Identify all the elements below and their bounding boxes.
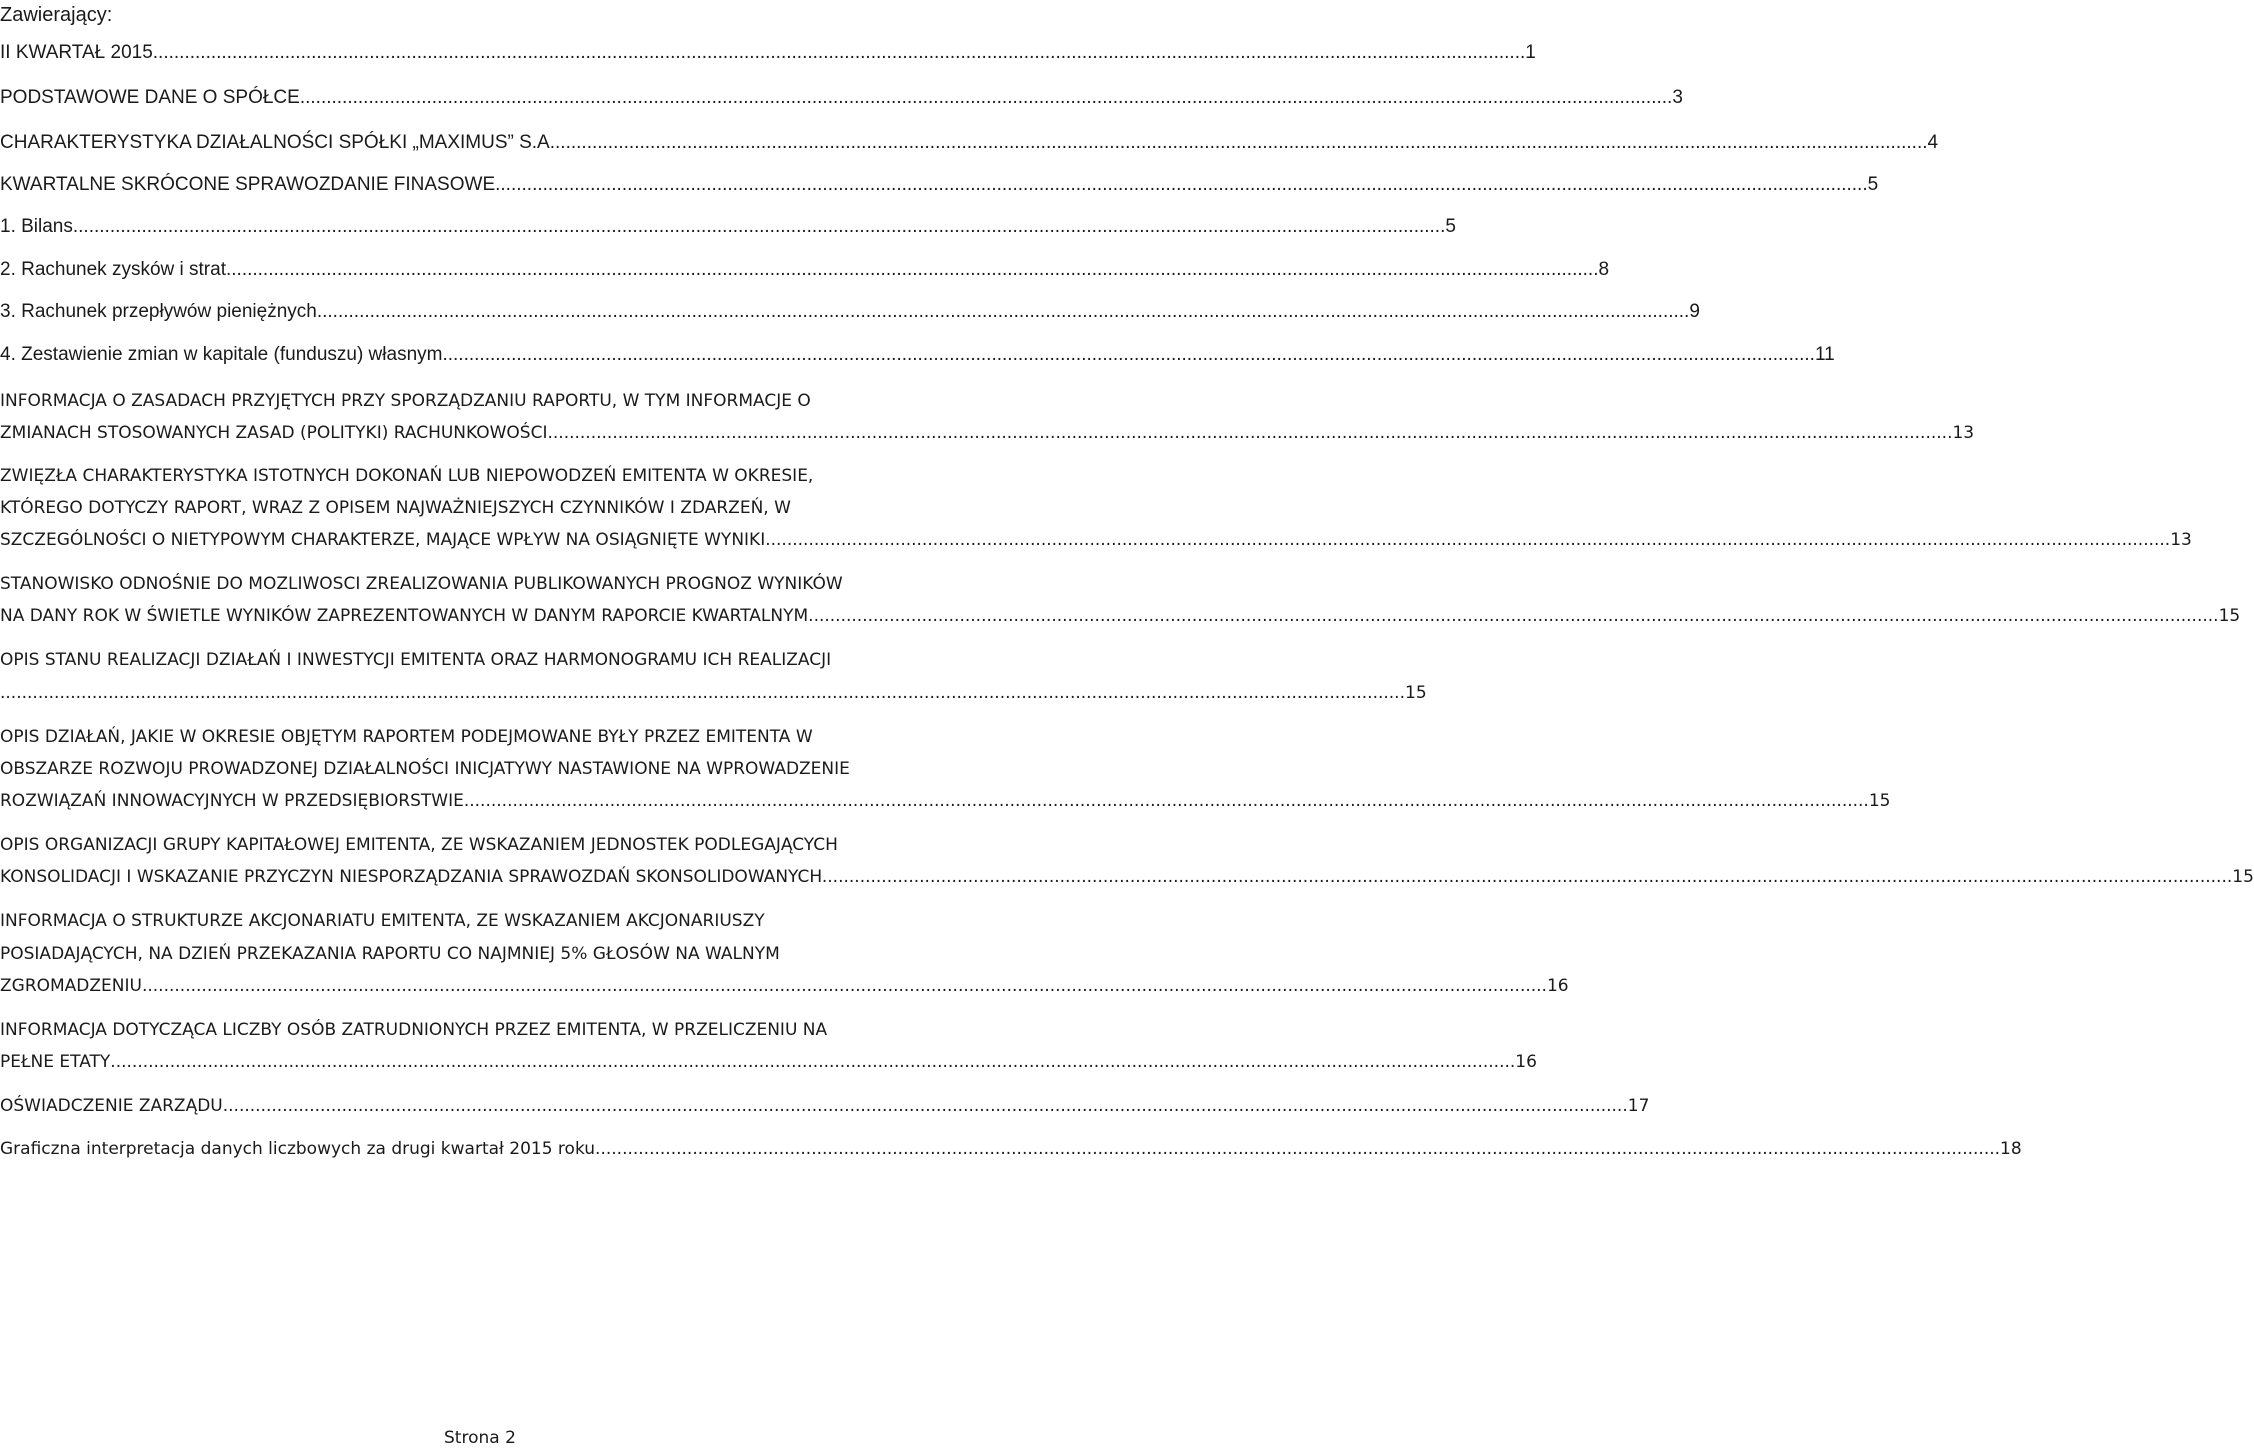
toc-page-number: 13 <box>2170 530 2192 550</box>
toc-page-number: 15 <box>2218 606 2241 626</box>
toc-entry-title: ZWIĘZŁA CHARAKTERYSTYKA ISTOTNYCH DOKONAŃ LUB NIEPOWODZEŃ EMITENTA W OKRESIE, <box>0 466 814 486</box>
toc-entry-continuation <box>0 495 962 521</box>
toc-dot-leader <box>765 527 2170 553</box>
toc-entry[interactable] <box>0 908 962 934</box>
toc-page-number: 18 <box>2000 1139 2022 1159</box>
toc-entry-title: 3. Rachunek przepływów pieniężnych <box>0 301 317 322</box>
toc-entry-title: KWARTALNE SKRÓCONE SPRAWOZDANIE FINASOWE <box>0 174 496 195</box>
toc-entry-continuation[interactable] <box>0 973 1569 999</box>
toc-entry-title: OPIS ORGANIZACJI GRUPY KAPITAŁOWEJ EMITENTA, ZE WSKAZANIEM JEDNOSTEK PODLEGAJĄCYCH <box>0 835 838 855</box>
toc-entry-title: ZMIANACH STOSOWANYCH ZASAD (POLITYKI) RACHUNKOWOŚCI <box>0 423 548 443</box>
toc-entry-continuation[interactable] <box>0 680 1427 706</box>
toc-entry-title: KTÓREGO DOTYCZY RAPORT, WRAZ Z OPISEM NAJWAŻNIEJSZYCH CZYNNIKÓW I ZDARZEŃ, W <box>0 498 791 518</box>
toc-dot-leader <box>73 214 1446 240</box>
toc-dot-leader <box>555 130 1928 156</box>
toc-entry-title: STANOWISKO ODNOŚNIE DO MOZLIWOSCI ZREALIZOWANIA PUBLIKOWANYCH PROGNOZ WYNIKÓW <box>0 574 843 594</box>
toc-page-number: 13 <box>1952 423 1975 443</box>
toc-entry-continuation[interactable] <box>0 864 2254 890</box>
toc-entry-title: KONSOLIDACJI I WSKAZANIE PRZYCZYN NIESPORZĄDZANIA SPRAWOZDAŃ SKONSOLIDOWANYCH. <box>0 867 828 887</box>
toc-entry-title: 2. Rachunek zysków i strat <box>0 259 226 280</box>
toc-page-number: 15 <box>1405 683 1427 703</box>
toc-entry-continuation[interactable] <box>0 788 1891 814</box>
toc-entry-title: ZGROMADZENIU <box>0 976 142 996</box>
toc-entry-continuation <box>0 756 962 782</box>
toc-dot-leader <box>0 680 1405 706</box>
toc-entry-title: SZCZEGÓLNOŚCI O NIETYPOWYM CHARAKTERZE, MAJĄCE WPŁYW NA OSIĄGNIĘTE WYNIKI <box>0 530 766 550</box>
toc-page-number: 9 <box>1689 301 1700 322</box>
toc-entry[interactable] <box>0 388 962 414</box>
toc-dot-leader <box>495 172 1868 198</box>
toc-page-number: 4 <box>1927 132 1939 153</box>
toc-dot-leader <box>442 342 1815 368</box>
toc-page-number: 5 <box>1445 216 1456 237</box>
toc-entry-continuation[interactable] <box>0 420 1975 446</box>
toc-entry[interactable] <box>0 647 962 673</box>
toc-entry-title: OPIS STANU REALIZACJI DZIAŁAŃ I INWESTYCJI EMITENTA ORAZ HARMONOGRAMU ICH REALIZACJI <box>0 650 832 670</box>
toc-page-number: 5 <box>1867 174 1879 195</box>
toc-page-number: 16 <box>1515 1052 1537 1072</box>
toc-entry[interactable] <box>0 571 962 597</box>
toc-entry-title: INFORMACJA DOTYCZĄCA LICZBY OSÓB ZATRUDNIONYCH PRZEZ EMITENTA, W PRZELICZENIU NA <box>0 1020 828 1040</box>
toc-entry[interactable] <box>0 214 1456 240</box>
toc-entry[interactable] <box>0 724 962 750</box>
toc-dot-leader <box>317 299 1690 325</box>
toc-dot-leader <box>827 864 2232 890</box>
toc-page-number: 17 <box>1627 1096 1650 1116</box>
page-footer: Strona 2 <box>444 1428 516 1448</box>
toc-page-number: 8 <box>1598 259 1610 280</box>
toc-entry-title: INFORMACJA O STRUKTURZE AKCJONARIATU EMITENTA, ZE WSKAZANIEM AKCJONARIUSZY <box>0 911 765 931</box>
toc-dot-leader <box>300 85 1673 111</box>
toc-page-number: 11 <box>1814 344 1835 365</box>
toc-page-number: 15 <box>1868 791 1891 811</box>
toc-entry-continuation[interactable] <box>0 527 2192 553</box>
toc-entry-title: OBSZARZE ROZWOJU PROWADZONEJ DZIAŁALNOŚCI INICJATYWY NASTAWIONE NA WPROWADZENIE <box>0 759 850 779</box>
toc-page-number: 16 <box>1546 976 1569 996</box>
toc-entry-continuation[interactable] <box>0 1049 1537 1075</box>
toc-dot-leader <box>142 973 1547 999</box>
toc-entry-title: II KWARTAŁ 2015 <box>0 42 153 63</box>
toc-entry-continuation[interactable] <box>0 603 2241 629</box>
toc-entry-continuation <box>0 941 962 967</box>
toc-dot-leader <box>595 1136 2000 1162</box>
toc-entry[interactable] <box>0 130 1939 156</box>
toc-entry[interactable] <box>0 1017 962 1043</box>
toc-entry-title: 1. Bilans <box>0 216 73 237</box>
toc-page-number: 1 <box>1525 42 1536 63</box>
toc-entry-title: ROZWIĄZAŃ INNOWACYJNYCH W PRZEDSIĘBIORSTWIE <box>0 791 464 811</box>
toc-entry-title: PEŁNE ETATY <box>0 1052 111 1072</box>
toc-dot-leader <box>464 788 1869 814</box>
toc-entry[interactable] <box>0 172 1879 198</box>
toc-entry-title: Graficzna interpretacja danych liczbowych za drugi kwartał 2015 roku <box>0 1139 596 1159</box>
toc-page-number: 15 <box>2232 867 2254 887</box>
toc-page-number: 3 <box>1672 87 1683 108</box>
toc-entry[interactable] <box>0 832 962 858</box>
toc-dot-leader <box>110 1049 1515 1075</box>
toc-dot-leader <box>223 1093 1628 1119</box>
toc-entry[interactable] <box>0 257 1610 283</box>
toc-entry[interactable] <box>0 342 1835 368</box>
toc-entry[interactable] <box>0 1136 2022 1162</box>
toc-entry-title: NA DANY ROK W ŚWIETLE WYNIKÓW ZAPREZENTOWANYCH W DANYM RAPORCIE KWARTALNYM. <box>0 606 814 626</box>
toc-entry[interactable] <box>0 85 1683 111</box>
toc-entry-title: POSIADAJĄCYCH, NA DZIEŃ PRZEKAZANIA RAPORTU CO NAJMNIEJ 5% GŁOSÓW NA WALNYM <box>0 944 780 964</box>
toc-entry[interactable] <box>0 463 962 489</box>
toc-entry-title: OŚWIADCZENIE ZARZĄDU <box>0 1096 223 1116</box>
toc-entry-title: CHARAKTERYSTYKA DZIAŁALNOŚCI SPÓŁKI „MAXIMUS” S.A. <box>0 132 556 153</box>
toc-entry[interactable] <box>0 299 1700 325</box>
toc-entry-title: OPIS DZIAŁAŃ, JAKIE W OKRESIE OBJĘTYM RAPORTEM PODEJMOWANE BYŁY PRZEZ EMITENTA W <box>0 727 813 747</box>
toc-entry-title: PODSTAWOWE DANE O SPÓŁCE <box>0 87 300 108</box>
toc-entry-title: INFORMACJA O ZASADACH PRZYJĘTYCH PRZY SPORZĄDZANIU RAPORTU, W TYM INFORMACJE O <box>0 391 811 411</box>
toc-dot-leader <box>226 257 1599 283</box>
toc-dot-leader <box>153 40 1526 66</box>
toc-dot-leader <box>547 420 1952 446</box>
toc-dot-leader <box>814 603 2219 629</box>
toc-heading: Zawierający: <box>0 4 113 26</box>
toc-entry-title: 4. Zestawienie zmian w kapitale (funduszu) własnym <box>0 344 443 365</box>
toc-entry[interactable] <box>0 1093 1650 1119</box>
toc-entry[interactable] <box>0 40 1536 66</box>
